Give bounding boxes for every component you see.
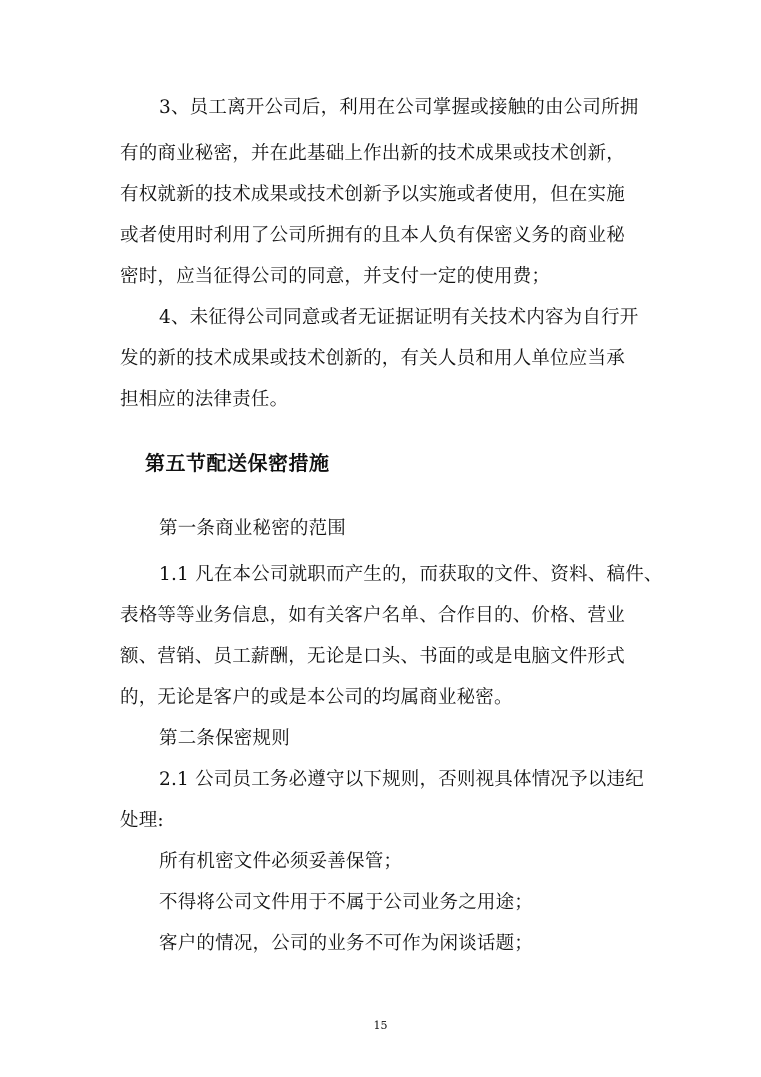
paragraph-3-line-3: 有权就新的技术成果或技术创新予以实施或者使用，但在实施 [120, 184, 625, 205]
article-2-title: 第二条保密规则 [159, 728, 290, 749]
paragraph-3-line-4: 或者使用时利用了公司所拥有的且本人负有保密义务的商业秘 [120, 225, 625, 246]
paragraph-3-line-5: 密时，应当征得公司的同意，并支付一定的使用费； [120, 266, 551, 287]
clause-1-1-line-3: 额、营销、员工薪酬，无论是口头、书面的或是电脑文件形式 [120, 646, 625, 667]
section-heading: 第五节配送保密措施 [145, 451, 330, 475]
article-1-title: 第一条商业秘密的范围 [159, 518, 347, 539]
paragraph-4-line-3: 担相应的法律责任。 [120, 389, 289, 410]
clause-1-1-line-2: 表格等等业务信息，如有关客户名单、合作目的、价格、营业 [120, 605, 625, 626]
page-number: 15 [373, 1019, 388, 1032]
rule-item-2: 不得将公司文件用于不属于公司业务之用途； [159, 892, 534, 913]
clause-1-1-line-1: 1.1 凡在本公司就职而产生的，而获取的文件、资料、稿件、 [159, 564, 663, 585]
rule-item-1: 所有机密文件必须妥善保管； [159, 851, 403, 872]
rule-item-3: 客户的情况，公司的业务不可作为闲谈话题； [159, 933, 534, 954]
paragraph-3-line-2: 有的商业秘密，并在此基础上作出新的技术成果或技术创新， [120, 143, 625, 164]
clause-2-1-line-1: 2.1 公司员工务必遵守以下规则，否则视具体情况予以违纪 [159, 769, 644, 790]
paragraph-4-line-2: 发的新的技术成果或技术创新的，有关人员和用人单位应当承 [120, 348, 625, 369]
paragraph-3-line-1: 3、员工离开公司后，利用在公司掌握或接触的由公司所拥 [159, 97, 639, 118]
paragraph-4-line-1: 4、未征得公司同意或者无证据证明有关技术内容为自行开 [159, 307, 639, 328]
clause-1-1-line-4: 的，无论是客户的或是本公司的均属商业秘密。 [120, 687, 513, 708]
clause-2-1-line-2: 处理: [120, 810, 164, 831]
